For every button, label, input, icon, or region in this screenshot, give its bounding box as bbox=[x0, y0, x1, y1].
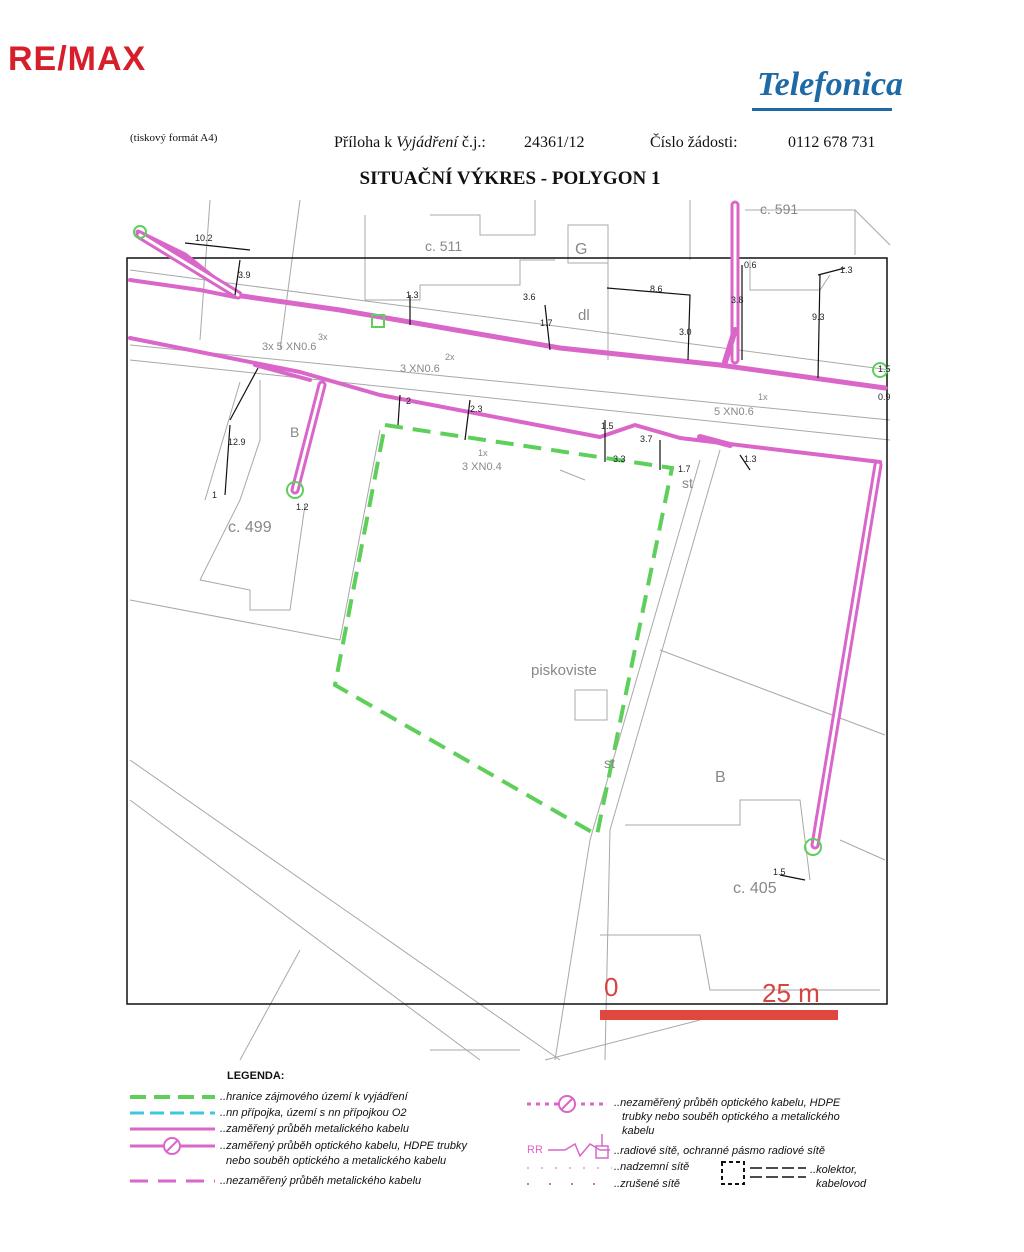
dim-d14: 1 bbox=[212, 490, 218, 500]
legend-rr-symbol: RR bbox=[527, 1144, 543, 1156]
legend-item-metal: ..zaměřený průběh metalického kabelu bbox=[220, 1123, 409, 1135]
ref-number: 24361/12 bbox=[524, 134, 585, 151]
label-piskoviste: piskoviste bbox=[531, 662, 597, 679]
scale-start: 0 bbox=[604, 972, 619, 1002]
legend-item-nn: ..nn přípojka, území s nn přípojkou O2 bbox=[220, 1107, 407, 1119]
dim-d3: 1.3 bbox=[406, 290, 419, 300]
label-cable-3xn06b: 3 XN0.6 bbox=[400, 363, 440, 375]
dim-d11: 9.3 bbox=[812, 312, 825, 322]
label-b1: B bbox=[290, 424, 300, 440]
ref-label: č.j.: bbox=[461, 134, 486, 151]
legend-item-boundary: ..hranice zájmového území k vyjádření bbox=[220, 1091, 408, 1103]
print-format-note: (tiskový formát A4) bbox=[130, 132, 218, 144]
dim-d4: 3.6 bbox=[523, 292, 536, 302]
scale-end: 25 m bbox=[762, 978, 820, 1008]
label-cable-3xn06: 3x 5 XN0.6 bbox=[262, 341, 317, 353]
legend-item-unmeasured-optical-cont1: trubky nebo souběh optického a metalického bbox=[622, 1111, 840, 1123]
dim-d19: 3.7 bbox=[640, 434, 653, 444]
label-cable-3x: 3x bbox=[318, 332, 328, 342]
legend-item-collector-cont: kabelovod bbox=[816, 1178, 867, 1190]
legend-item-overhead: ..nadzemní sítě bbox=[614, 1161, 690, 1173]
label-c511: c. 511 bbox=[425, 238, 463, 254]
dim-d24: 0.9 bbox=[878, 392, 891, 402]
legend-item-unmeasured-metal: ..nezaměřený průběh metalického kabelu bbox=[220, 1175, 422, 1187]
dim-d22: 1.3 bbox=[744, 454, 757, 464]
label-g: G bbox=[575, 241, 588, 258]
remax-logo: RE/MAX bbox=[8, 40, 147, 78]
legend-item-unmeasured-optical-cont2: kabelu bbox=[622, 1125, 655, 1137]
dim-d2: 3.9 bbox=[238, 270, 251, 280]
drawing-title: SITUAČNÍ VÝKRES - POLYGON 1 bbox=[359, 168, 661, 189]
dim-d1: 10.2 bbox=[195, 233, 213, 243]
label-cable-1xb: 1x bbox=[478, 448, 488, 458]
request-label: Číslo žádosti: bbox=[650, 134, 738, 151]
dim-d21: 1.7 bbox=[678, 464, 691, 474]
dim-d15: 1.2 bbox=[296, 502, 309, 512]
dim-d18: 1.5 bbox=[601, 421, 614, 431]
dim-d20: 3.3 bbox=[613, 454, 626, 464]
request-number: 0112 678 731 bbox=[788, 134, 876, 151]
dim-d10: 1.3 bbox=[840, 265, 853, 275]
attachment-italic: Vyjádření bbox=[396, 134, 458, 151]
dim-d16: 2 bbox=[406, 396, 412, 406]
interest-area-boundary bbox=[335, 425, 672, 835]
legend-item-optical: ..zaměřený průběh optického kabelu, HDPE trubky bbox=[220, 1140, 468, 1152]
label-cable-2x: 2x bbox=[445, 352, 455, 362]
dim-d7: 3.0 bbox=[679, 327, 692, 337]
label-c591: c. 591 bbox=[760, 201, 799, 217]
dim-d12: 1.5 bbox=[878, 364, 891, 374]
dim-d5: 1.7 bbox=[540, 318, 553, 328]
legend-collector-box bbox=[722, 1162, 744, 1184]
legend-item-cancelled: ..zrušené sítě bbox=[614, 1178, 681, 1190]
label-st1: st bbox=[682, 475, 693, 491]
dim-d23: 1.5 bbox=[773, 867, 786, 877]
legend-item-collector: ..kolektor, bbox=[810, 1164, 858, 1176]
attachment-prefix: Příloha k bbox=[334, 134, 393, 151]
legend-radio-box bbox=[596, 1146, 608, 1158]
legend-title: LEGENDA: bbox=[227, 1070, 285, 1082]
dim-d8: 0.6 bbox=[744, 260, 757, 270]
dim-d6: 8.6 bbox=[650, 284, 663, 294]
dim-d13: 12.9 bbox=[228, 437, 246, 447]
label-c405: c. 405 bbox=[733, 880, 777, 897]
scale-bar bbox=[600, 1010, 838, 1020]
legend-item-unmeasured-optical: ..nezaměřený průběh optického kabelu, HDPE bbox=[614, 1097, 841, 1109]
legend-item-optical-cont: nebo souběh optického a metalického kabelu bbox=[226, 1155, 447, 1167]
label-st2: st bbox=[604, 755, 615, 771]
cadastral-lines bbox=[130, 200, 890, 1060]
dim-d17: 2.3 bbox=[470, 404, 483, 414]
legend-item-radio: ..radiové sítě, ochranné pásmo radiové sítě bbox=[614, 1145, 825, 1157]
label-b2: B bbox=[715, 769, 726, 786]
telefonica-logo: Telefonica bbox=[757, 66, 904, 103]
label-cable-1x: 1x bbox=[758, 392, 768, 402]
label-cable-5xn06: 5 XN0.6 bbox=[714, 406, 754, 418]
label-dl: dl bbox=[578, 307, 590, 324]
dim-d9: 3.8 bbox=[731, 295, 744, 305]
label-c499: c. 499 bbox=[228, 519, 272, 536]
label-cable-3xn04: 3 XN0.4 bbox=[462, 461, 502, 473]
